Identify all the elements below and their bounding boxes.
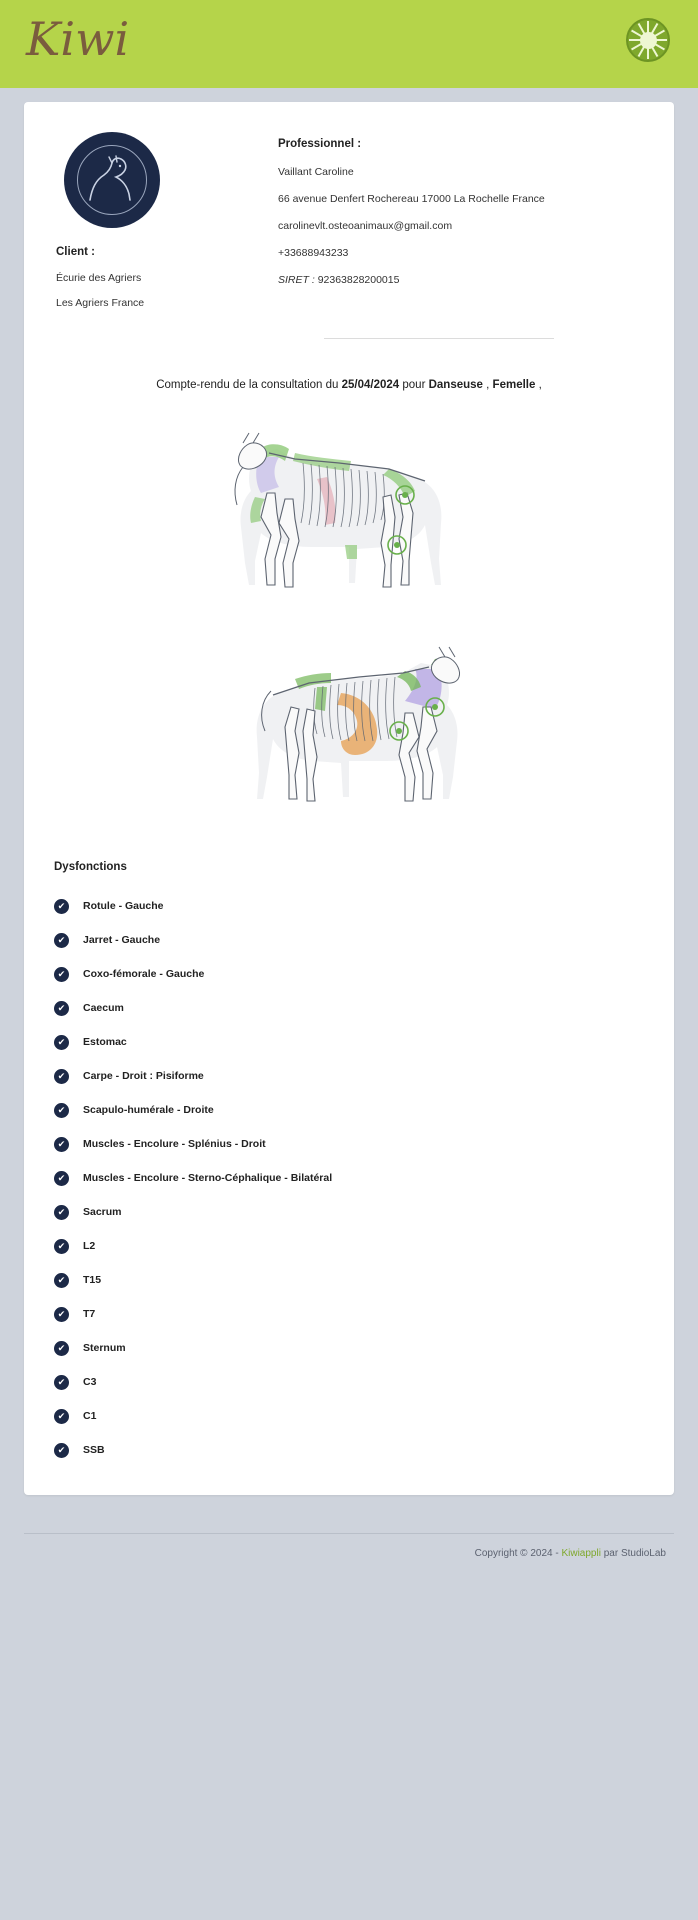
check-circle-icon: ✔ [54,1443,69,1458]
consultation-headline [54,379,644,391]
consultation-animal: Danseuse [428,379,483,391]
list-item [54,1093,644,1127]
consultation-prefix: Compte-rendu de la consultation du [156,379,342,391]
dysfunction-label: SSB [83,1444,105,1456]
check-circle-icon: ✔ [54,1001,69,1016]
professional-email[interactable]: carolinevlt.osteoanimaux@gmail.com [278,220,453,232]
dysfunction-label: Coxo-fémorale - Gauche [83,968,205,980]
horse-skeleton-left-view [199,413,499,613]
footer-suffix: par StudioLab [600,1548,666,1559]
list-item [54,923,644,957]
dysfunctions-list [54,889,644,1467]
professional-name: Vaillant Caroline [278,166,354,178]
dysfunction-label: Rotule - Gauche [83,900,164,912]
check-circle-icon: ✔ [54,1137,69,1152]
dysfunction-label: T7 [83,1308,96,1320]
client-block [56,246,254,309]
anatomy-figures [54,413,644,821]
check-circle-icon: ✔ [54,1205,69,1220]
header-info-row [54,128,644,322]
dysfunction-label: C3 [83,1376,97,1388]
list-item [54,1263,644,1297]
check-circle-icon: ✔ [54,967,69,982]
horse-avatar-icon [64,132,160,228]
list-item [54,1195,644,1229]
dysfunction-label: Scapulo-humérale - Droite [83,1104,214,1116]
kiwi-sun-icon[interactable] [626,18,670,62]
check-circle-icon: ✔ [54,1035,69,1050]
professional-column [278,128,644,301]
professional-address: 66 avenue Denfert Rochereau 17000 La Rochelle France [278,193,545,205]
page-header [0,0,698,88]
check-circle-icon: ✔ [54,1171,69,1186]
dysfunction-label: Caecum [83,1002,124,1014]
list-item [54,1297,644,1331]
list-item [54,957,644,991]
dysfunction-label: T15 [83,1274,102,1286]
dysfunction-label: C1 [83,1410,97,1422]
check-circle-icon: ✔ [54,1103,69,1118]
horse-glyph [84,154,140,206]
check-circle-icon: ✔ [54,1375,69,1390]
consultation-sep2: , [535,379,542,391]
list-item [54,1229,644,1263]
list-item [54,1059,644,1093]
copyright-text: Copyright © 2024 - [474,1548,562,1559]
check-circle-icon: ✔ [54,1239,69,1254]
section-divider [324,338,554,339]
kiwiappli-link[interactable]: Kiwiappli [561,1548,601,1559]
list-item [54,889,644,923]
list-item [54,1365,644,1399]
consultation-sex: Femelle [492,379,536,391]
professional-siret [278,274,644,286]
client-address: Les Agriers France [56,297,145,309]
check-circle-icon: ✔ [54,1409,69,1424]
list-item [54,1161,644,1195]
check-circle-icon: ✔ [54,1341,69,1356]
consultation-sep1: , [482,379,493,391]
dysfunction-label: Sacrum [83,1206,122,1218]
page-footer [0,1533,698,1585]
horse-skeleton-right-view [199,631,499,821]
siret-value: 92363828200015 [317,274,400,286]
check-circle-icon: ✔ [54,1273,69,1288]
dysfunction-label: Jarret - Gauche [83,934,161,946]
dysfunction-label: Estomac [83,1036,127,1048]
dysfunction-label: Carpe - Droit : Pisiforme [83,1070,204,1082]
check-circle-icon: ✔ [54,1307,69,1322]
list-item [54,1025,644,1059]
client-column [54,128,254,322]
dysfunction-label: L2 [83,1240,96,1252]
dysfunction-label: Muscles - Encolure - Splénius - Droit [83,1138,266,1150]
list-item [54,1127,644,1161]
list-item [54,1433,644,1467]
consultation-middle: pour [399,379,429,391]
siret-label: SIRET : [278,274,315,286]
consultation-date: 25/04/2024 [341,379,400,391]
client-name: Écurie des Agriers [56,272,142,284]
footer-copyright [24,1534,674,1585]
brand-logo[interactable]: Kiwi [26,12,130,66]
dysfunction-label: Muscles - Encolure - Sterno-Céphalique - Bilatéral [83,1172,333,1184]
professional-title: Professionnel : [278,138,362,150]
dysfunctions-title: Dysfonctions [54,861,127,873]
list-item [54,991,644,1025]
list-item [54,1399,644,1433]
document-sheet [0,102,698,1495]
client-title: Client : [56,246,95,258]
professional-phone[interactable]: +33688943233 [278,247,349,259]
kiwi-core [640,32,657,49]
dysfunction-label: Sternum [83,1342,126,1354]
check-circle-icon: ✔ [54,933,69,948]
report-card [24,102,674,1495]
check-circle-icon: ✔ [54,1069,69,1084]
list-item [54,1331,644,1365]
check-circle-icon: ✔ [54,899,69,914]
